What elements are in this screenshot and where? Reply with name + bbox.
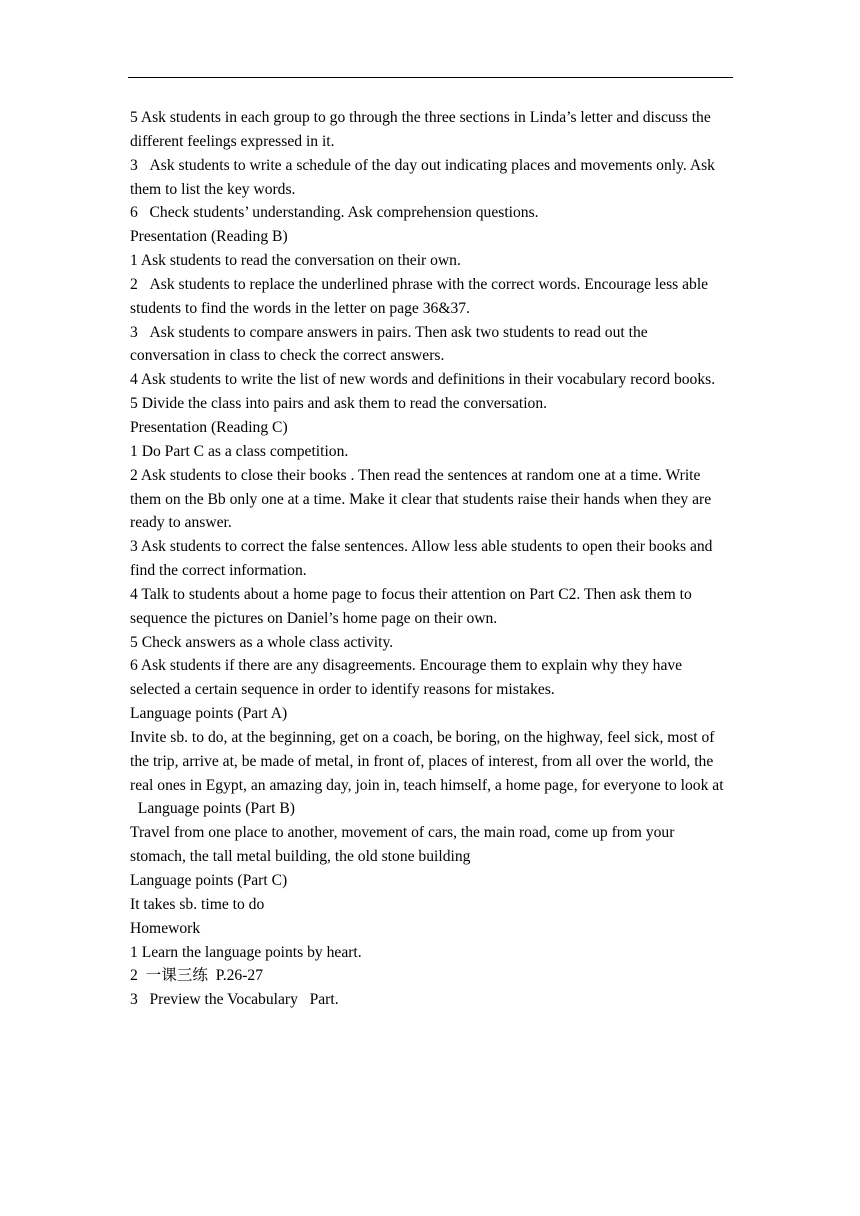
paragraph: 5 Ask students in each group to go through the three sections in Linda’s letter and discuss the different feelings expressed in it.: [130, 109, 715, 150]
paragraph: 6 Check students’ understanding. Ask comprehension questions.: [130, 204, 539, 222]
document-body: [130, 106, 730, 1012]
paragraph: 5 Divide the class into pairs and ask them to read the conversation.: [130, 395, 548, 413]
section-heading: Language points (Part C): [130, 872, 288, 889]
header-rule: [128, 77, 733, 78]
paragraph: 3 Preview the Vocabulary Part.: [130, 991, 339, 1009]
section-heading: Language points (Part A): [130, 705, 288, 723]
paragraph: 6 Ask students if there are any disagreements. Encourage them to explain why they have selected a certain sequence in order to identify reasons for mistakes.: [130, 657, 687, 699]
section-heading: Language points (Part B): [130, 800, 295, 818]
paragraph: 4 Talk to students about a home page to focus their attention on Part C2. Then ask them to sequence the pictures on Daniel’s home page on their own.: [130, 585, 696, 627]
paragraph: 3 Ask students to write a schedule of the day out indicating places and movements only. Ask them to list the key words.: [130, 156, 719, 198]
paragraph: Travel from one place to another, movement of cars, the main road, come up from your stomach, the tall metal building, the old stone building: [130, 824, 679, 866]
section-heading: Presentation (Reading B): [130, 228, 288, 246]
section-heading: Homework: [130, 919, 201, 937]
section-heading: Presentation (Reading C): [130, 418, 288, 436]
paragraph: 1 Ask students to read the conversation on their own.: [130, 252, 461, 270]
paragraph: 2 Ask students to replace the underlined phrase with the correct words. Encourage less able students to find the words in the letter on page 36&37.: [130, 275, 712, 317]
paragraph: 1 Learn the language points by heart.: [130, 943, 362, 961]
paragraph: 3 Ask students to correct the false sentences. Allow less able students to open their books and find the correct information.: [130, 538, 717, 580]
paragraph: 4 Ask students to write the list of new words and definitions in their vocabulary record books.: [130, 371, 716, 389]
paragraph: It takes sb. time to do: [130, 895, 265, 913]
paragraph: 3 Ask students to compare answers in pairs. Then ask two students to read out the conversation in class to check the correct answers.: [130, 323, 652, 365]
paragraph: Invite sb. to do, at the beginning, get on a coach, be boring, on the highway, feel sick, most of the trip, arrive at, be made of metal, in front of, places of interest, from all over the world, the real ones in Egypt, an amazing day, join in, teach himself, a home page, for everyone to look at: [130, 728, 724, 794]
paragraph: 2 一课三练 P.26-27: [130, 967, 263, 985]
paragraph: 5 Check answers as a whole class activity.: [130, 633, 394, 651]
paragraph: 2 Ask students to close their books . Then read the sentences at random one at a time. Write them on the Bb only one at a time. Make it clear that students raise their hands when they are ready to answer.: [130, 466, 716, 532]
paragraph: 1 Do Part C as a class competition.: [130, 442, 349, 460]
